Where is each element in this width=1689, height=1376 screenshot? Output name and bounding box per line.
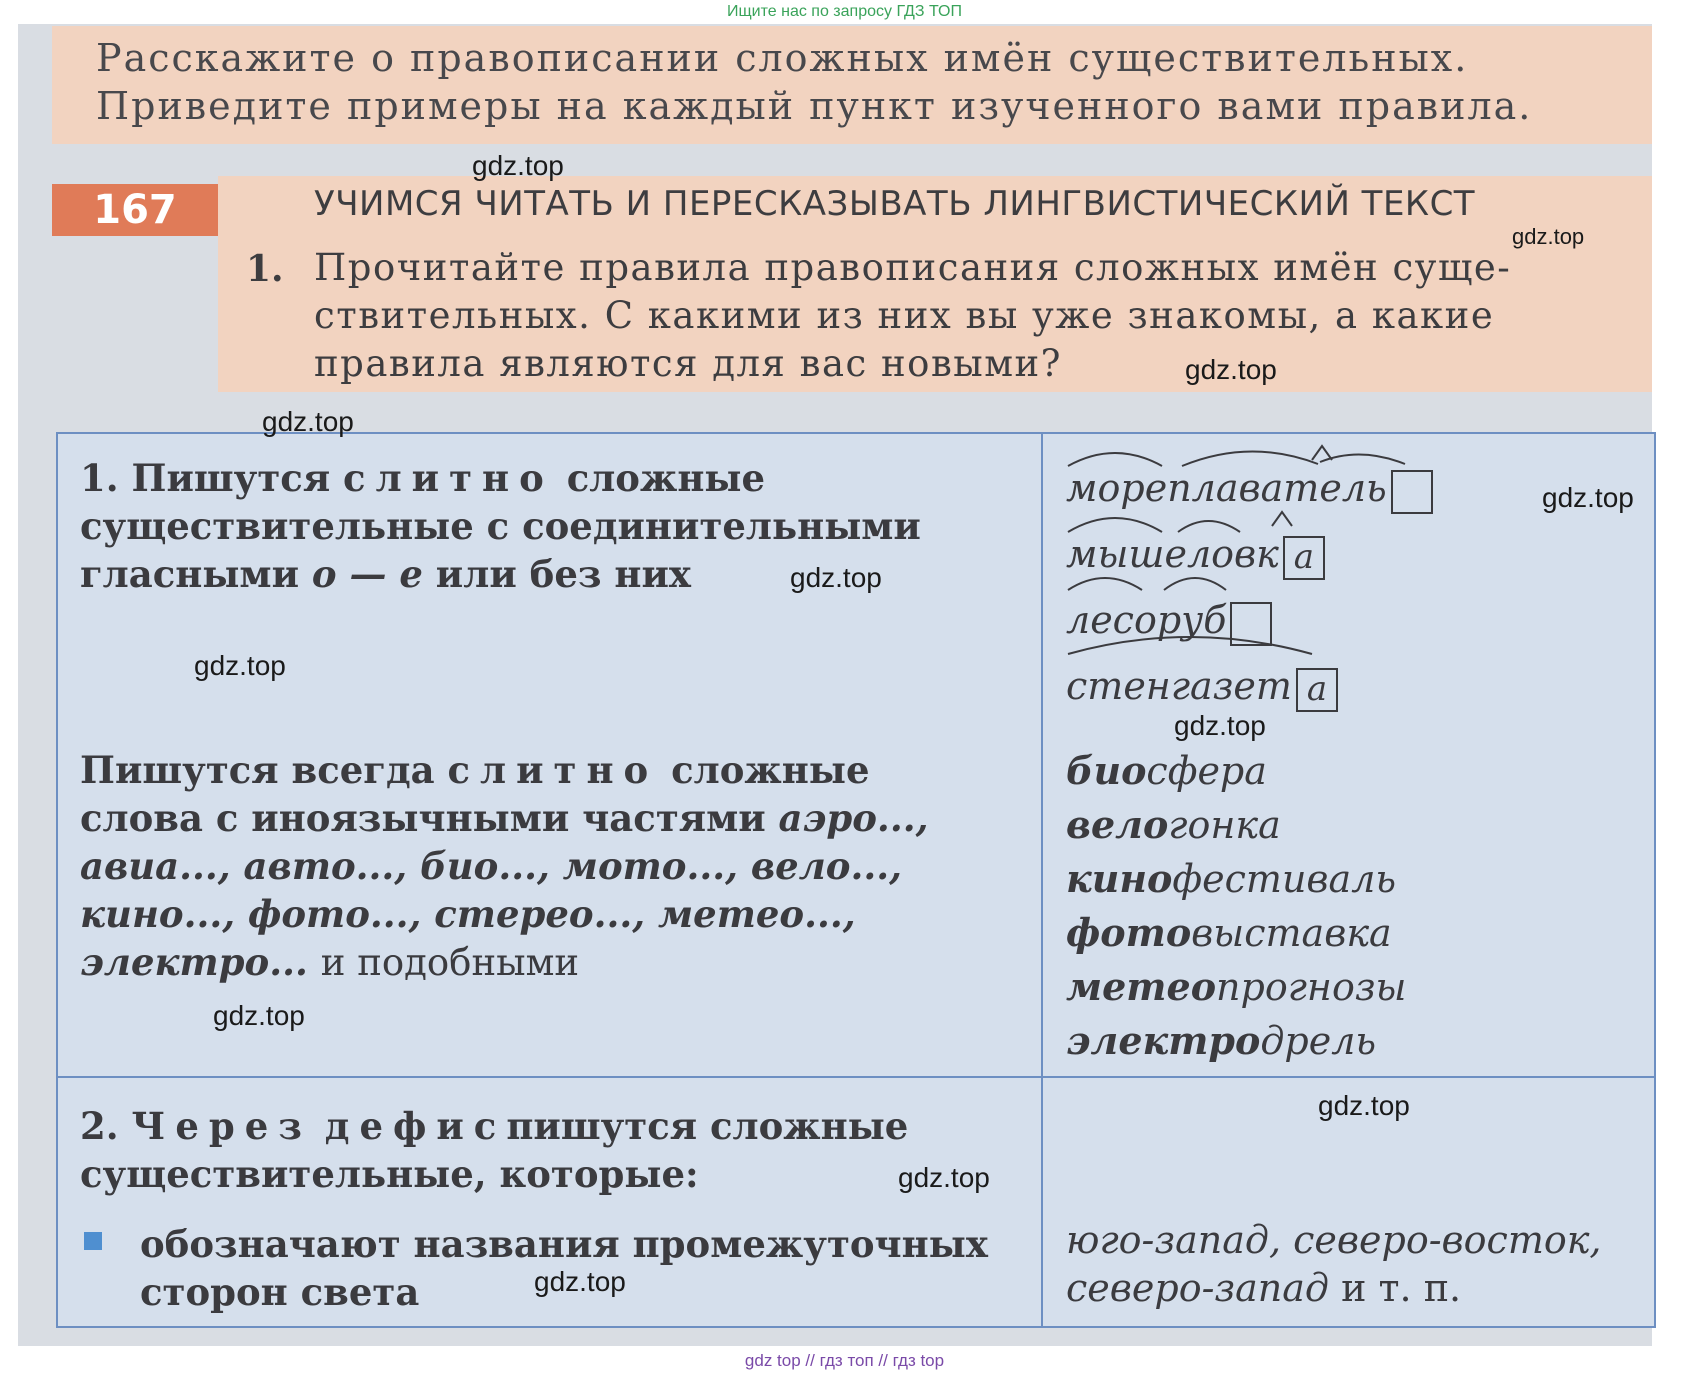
watermark: gdz.top: [1174, 710, 1266, 741]
example-myshelovka: мышеловк а: [1066, 532, 1325, 580]
example-moreplavatel: мореплаватель: [1066, 466, 1433, 514]
rule2-bullet-line2: сторон света: [140, 1270, 420, 1314]
example-fotovystavka: фотовыставка: [1066, 910, 1392, 955]
watermark: gdz.top: [1318, 1090, 1410, 1121]
task-number: 1.: [246, 248, 284, 290]
watermark: gdz.top: [472, 150, 564, 181]
watermark: gdz.top: [262, 406, 354, 437]
rule1-sub-line2: слова с иноязычными частями аэро...,: [80, 796, 929, 840]
watermark: gdz.top: [1185, 354, 1277, 385]
rule1-sub-line5: электро... и подобными: [80, 940, 580, 984]
watermark: gdz.top: [898, 1162, 990, 1193]
exercise-title: УЧИМСЯ ЧИТАТЬ И ПЕРЕСКАЗЫВАТЬ ЛИНГВИСТИЧЕСКИЙ ТЕКСТ: [314, 184, 1476, 224]
table-row-divider: [56, 1076, 1656, 1078]
rule1-line3: гласными о — е или без них: [80, 552, 691, 596]
watermark: gdz.top: [1542, 482, 1634, 513]
example-kinofestival: кинофестиваль: [1066, 856, 1397, 901]
intro-line-1: Расскажите о правописании сложных имён существительных.: [96, 36, 1469, 80]
zero-ending-box: [1391, 470, 1433, 514]
table-column-divider: [1041, 432, 1043, 1328]
ending-box: а: [1283, 536, 1325, 580]
exercise-number: 167: [52, 184, 218, 236]
bottom-banner[interactable]: gdz top // гдз топ // гдз top: [744, 1351, 945, 1370]
watermark: gdz.top: [194, 650, 286, 681]
rule1-sub-line4: кино..., фото..., стерео..., метео...,: [80, 892, 856, 936]
watermark: gdz.top: [213, 1000, 305, 1031]
rule1-sub-line3: авиа..., авто..., био..., мото..., вело...,: [80, 844, 902, 888]
task-line-3: правила являются для вас новыми?: [314, 342, 1063, 385]
top-banner[interactable]: Ищите нас по запросу ГДЗ ТОП: [727, 3, 962, 20]
watermark: gdz.top: [1512, 224, 1585, 249]
rule2-line1: 2. Через дефиспишутся сложные: [80, 1104, 909, 1148]
example-velogonka: велогонка: [1066, 802, 1281, 847]
rule2-example-line2: северо-запад и т. п.: [1066, 1266, 1462, 1310]
example-lesorub: лесоруб: [1066, 598, 1272, 646]
rule2-example-line1: юго-запад, северо-восток,: [1066, 1218, 1602, 1262]
task-line-1: Прочитайте правила правописания сложных имён суще-: [314, 246, 1512, 289]
task-line-2: ствительных. С какими из них вы уже знакомы, а какие: [314, 294, 1495, 337]
example-meteoprognozy: метеопрогнозы: [1066, 964, 1407, 1009]
bullet-square-icon: [84, 1232, 102, 1250]
intro-line-2: Приведите примеры на каждый пункт изученного вами правила.: [96, 84, 1533, 128]
ending-box: а: [1296, 668, 1338, 712]
watermark: gdz.top: [790, 562, 882, 593]
rule1-line2: существительные с соединительными: [80, 504, 921, 548]
rule2-line2: существительные, которые:: [80, 1152, 699, 1196]
example-biosfera: биосфера: [1066, 748, 1267, 793]
rule1-sub-line1: Пишутся всегда слитно сложные: [80, 748, 870, 792]
example-stengazeta: стенгазет а: [1066, 664, 1338, 712]
rule2-bullet-line1: обозначают названия промежуточных: [140, 1222, 988, 1266]
watermark: gdz.top: [534, 1266, 626, 1297]
zero-ending-box: [1230, 602, 1272, 646]
rule1-line1: 1. Пишутся слитно сложные: [80, 456, 766, 500]
example-elektrodrel: электродрель: [1066, 1018, 1377, 1063]
